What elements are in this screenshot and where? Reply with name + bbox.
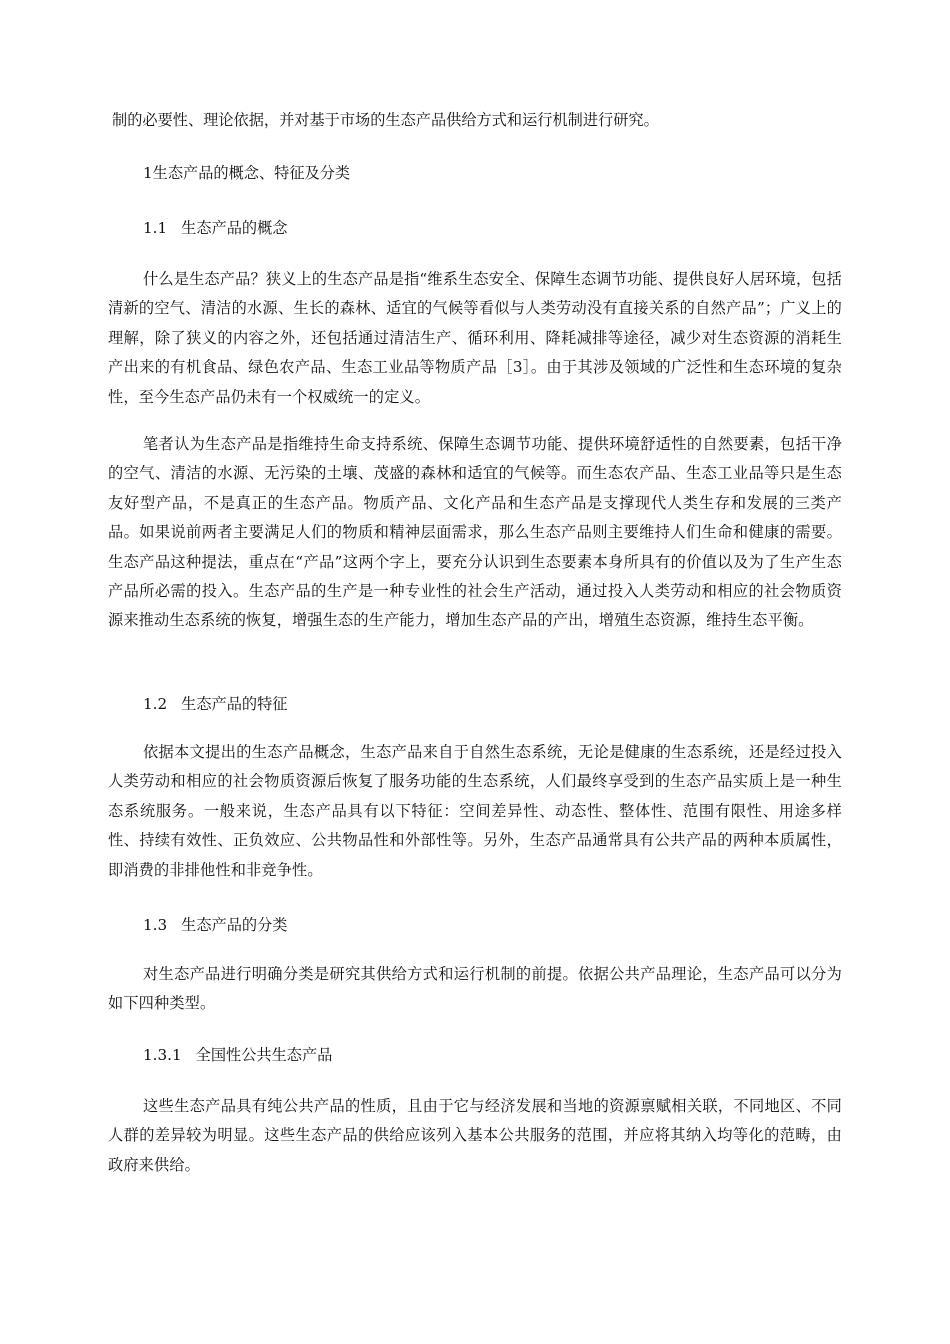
section-1-3-1-number: 1.3.1 xyxy=(143,1046,182,1064)
section-1-number: 1 xyxy=(143,164,153,182)
section-1-1-title: 生态产品的概念 xyxy=(181,219,288,237)
section-1-2-heading xyxy=(143,690,287,719)
section-1-1-heading xyxy=(143,214,287,243)
section-1-title: 生态产品的概念、特征及分类 xyxy=(152,164,351,182)
lead-line: 制的必要性、理论依据，并对基于市场的生态产品供给方式和运行机制进行研究。 xyxy=(112,111,659,129)
section-1-3-number: 1.3 xyxy=(143,916,168,934)
section-1-1-number: 1.1 xyxy=(143,219,168,237)
paragraph-author-view: 笔者认为生态产品是指维持生命支持系统、保障生态调节功能、提供环境舒适性的自然要素，包括干净的空气、清洁的水源、无污染的土壤、茂盛的森林和适宜的气候等。而生态农产品、生态工业品等只是生态友好型产品，不是真正的生态产品。物质产品、文化产品和生态产品是支撑现代人类生存和发展的三类产品。如果说前两者主要满足人们的物质和精神层面需求，那么生态产品则主要维持人们生命和健康的需要。生态产品这种提法，重点在“产品”这两个字上，要充分认识到生态要素本身所具有的价值以及为了生产生态产品所必需的投入。生态产品的生产是一种专业性的社会生产活动，通过投入人类劳动和相应的社会物质资源来推动生态系统的恢复，增强生态的生产能力，增加生态产品的产出，增殖生态资源，维持生态平衡。 xyxy=(108,435,842,630)
section-1-2-number: 1.2 xyxy=(143,695,168,713)
paragraph-characteristics: 依据本文提出的生态产品概念，生态产品来自于自然生态系统，无论是健康的生态系统，还是经过投入人类劳动和相应的社会物质资源后恢复了服务功能的生态系统，人们最终享受到的生态产品实质上是一种生态系统服务。一般来说，生态产品具有以下特征：空间差异性、动态性、整体性、范围有限性、用途多样性、持续有效性、正负效应、公共物品性和外部性等。另外，生态产品通常具有公共产品的两种本质属性，即消费的非排他性和非竞争性。 xyxy=(108,743,842,879)
paragraph-definition: 什么是生态产品？狭义上的生态产品是指“维系生态安全、保障生态调节功能、提供良好人居环境，包括清新的空气、清洁的水源、生长的森林、适宜的气候等看似与人类劳动没有直接关系的自然产品”；广义上的理解，除了狭义的内容之外，还包括通过清洁生产、循环利用、降耗减排等途径，减少对生态资源的消耗生产出来的有机食品、绿色农产品、生态工业品等物质产品［3］。由于其涉及领域的广泛性和生态环境的复杂性，至今生态产品仍未有一个权威统一的定义。 xyxy=(108,270,842,406)
paragraph-classification: 对生态产品进行明确分类是研究其供给方式和运行机制的前提。依据公共产品理论，生态产品可以分为如下四种类型。 xyxy=(108,965,842,1013)
section-1-3-1-heading xyxy=(143,1041,332,1070)
section-1-2-title: 生态产品的特征 xyxy=(181,695,288,713)
section-1-3-heading xyxy=(143,911,287,940)
paragraph-national-public: 这些生态产品具有纯公共产品的性质，且由于它与经济发展和当地的资源禀赋相关联，不同地区、不同人群的差异较为明显。这些生态产品的供给应该列入基本公共服务的范围，并应将其纳入均等化的范畴，由政府来供给。 xyxy=(108,1097,842,1174)
section-1-3-1-title: 全国性公共生态产品 xyxy=(195,1046,333,1064)
section-1-3-title: 生态产品的分类 xyxy=(181,916,288,934)
section-1-heading xyxy=(143,159,350,188)
